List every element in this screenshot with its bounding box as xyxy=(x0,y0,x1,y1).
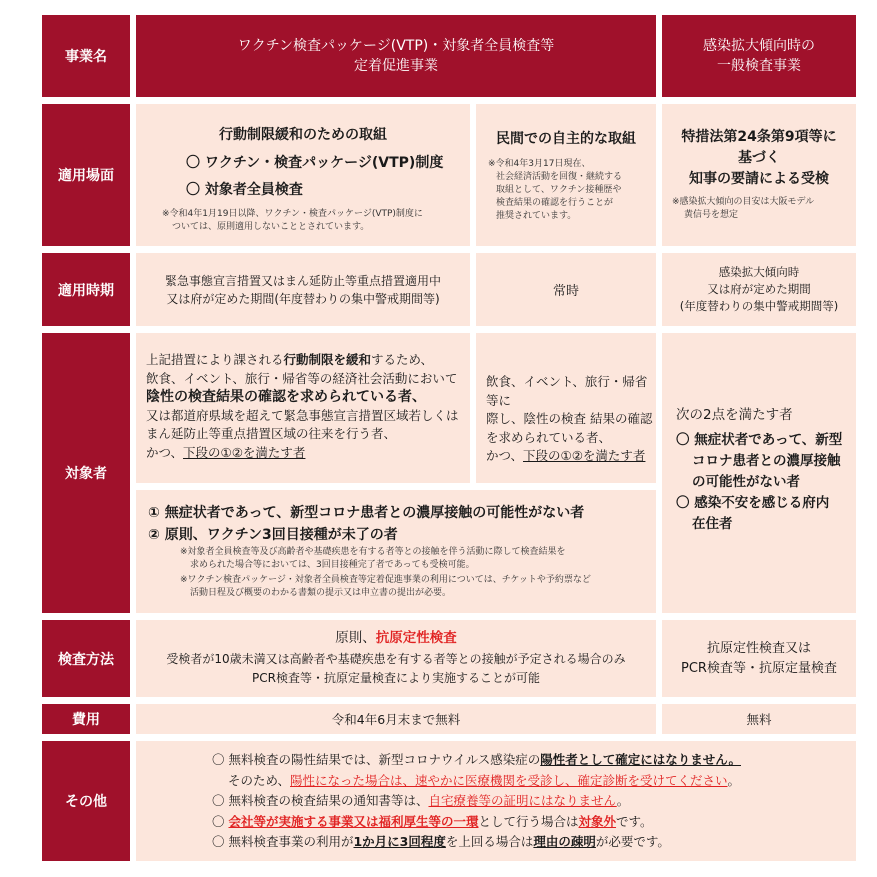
header-general-line1: 感染拡大傾向時の xyxy=(703,38,815,54)
row-label-other: その他 xyxy=(42,741,130,861)
method-vtp-line2: 受検者が10歳未満又は高齢者や基礎疾患を有する者等との接触が予定される場合のみ xyxy=(166,652,626,666)
applicable-vtp-item1: 〇 ワクチン・検査パッケージ(VTP)制度 xyxy=(186,155,444,171)
target-conditions-cell xyxy=(136,490,656,613)
row-label-target: 対象者 xyxy=(42,333,130,613)
target-condition2: ② 原則、ワクチン3回目接種が未了の者 xyxy=(148,527,398,543)
target-private-line3: を求められている者、 xyxy=(486,429,612,445)
other-note-line2: そのため、陽性になった場合は、速やかに医療機関を受診し、確定診断を受けてください。 xyxy=(228,772,741,788)
target-vtp-line5: まん延防止等重点措置区域の往来を行う者、 xyxy=(146,426,397,441)
other-note-line1: 〇 無料検査の陽性結果では、新型コロナウイルス感染症の陽性者として確定にはなりません。 xyxy=(212,752,741,767)
applicable-general-cell xyxy=(662,104,856,246)
target-condition-note3: ※ワクチン検査パッケージ・対象者全員検査等定着促進事業の利用については、チケットや予約票など xyxy=(180,575,591,585)
target-general-cell xyxy=(662,333,856,613)
cost-vtp-text: 令和4年6月末まで無料 xyxy=(331,712,461,727)
row-label-period: 適用時期 xyxy=(42,253,130,326)
other-note-line5: 〇 無料検査事業の利用が1か月に3回程度を上回る場合は理由の疎明が必要です。 xyxy=(212,834,670,849)
period-general-line1: 感染拡大傾向時 xyxy=(718,265,800,279)
target-private-line1: 飲食、イベント、旅行・帰省等に xyxy=(486,374,648,408)
target-vtp-line4: 又は都道府県域を超えて緊急事態宣言措置区域若しくは xyxy=(146,407,459,423)
target-private-line2: 際し、陰性の検査 結果の確認 xyxy=(486,411,653,426)
target-general-item1-line2: コロナ患者との濃厚接触 xyxy=(692,453,841,469)
target-general-item1-line1: 〇 無症状者であって、新型 xyxy=(676,432,843,448)
target-vtp-cell xyxy=(136,333,470,483)
target-condition-note1: ※対象者全員検査等及び高齢者や基礎疾患を有する者等との接触を伴う活動に際して検査結果を xyxy=(180,547,566,557)
applicable-private-cell xyxy=(476,104,656,246)
cost-vtp-cell xyxy=(136,704,656,734)
method-general-cell xyxy=(662,620,856,697)
period-general-cell xyxy=(662,253,856,326)
target-general-item1-line3: の可能性がない者 xyxy=(692,474,800,490)
header-vtp-line2: 定着促進事業 xyxy=(354,58,438,74)
row-label-applicable: 適用場面 xyxy=(42,104,130,246)
applicable-private-note2: 社会経済活動を回復・継続する xyxy=(496,172,623,182)
period-private-text: 常時 xyxy=(552,284,579,299)
row-label-cost: 費用 xyxy=(42,704,130,734)
method-vtp-line1: 原則、抗原定性検査 xyxy=(335,630,457,646)
applicable-private-note3: 取組として、ワクチン接種歴や xyxy=(496,185,622,195)
method-vtp-line3: PCR検査等・抗原定量検査により実施することが可能 xyxy=(252,671,540,685)
applicable-vtp-note1: ※令和4年1月19日以降、ワクチン・検査パッケージ(VTP)制度に xyxy=(162,209,423,219)
target-general-item2-line1: 〇 感染不安を感じる府内 xyxy=(676,495,830,511)
cost-general-text: 無料 xyxy=(746,712,772,727)
period-private-cell xyxy=(476,253,656,326)
target-private-line4: かつ、下段の①②を満たす者 xyxy=(486,448,646,463)
applicable-private-note1: ※令和4年3月17日現在、 xyxy=(488,159,591,169)
target-vtp-line2: 飲食、イベント、旅行・帰省等の経済社会活動において xyxy=(146,370,458,386)
period-vtp-line1: 緊急事態宣言措置又はまん延防止等重点措置適用中 xyxy=(164,273,441,288)
applicable-private-title: 民間での自主的な取組 xyxy=(496,131,636,147)
target-private-cell xyxy=(476,333,656,483)
applicable-general-note2: 黄信号を想定 xyxy=(684,210,739,220)
applicable-general-line3: 知事の要請による受検 xyxy=(689,171,829,187)
header-general-project xyxy=(662,15,856,97)
applicable-general-line2: 基づく xyxy=(738,150,780,166)
other-note-line4: 〇 会社等が実施する事業又は福利厚生等の一環として行う場合は対象外です。 xyxy=(212,813,653,829)
applicable-vtp-item2: 〇 対象者全員検査 xyxy=(186,182,303,198)
target-general-head: 次の2点を満たす者 xyxy=(676,407,793,423)
applicable-vtp-note2: ついては、原則適用しないこととされています。 xyxy=(172,222,370,232)
applicable-vtp-cell xyxy=(136,104,470,246)
header-vtp-line1: ワクチン検査パッケージ(VTP)・対象者全員検査等 xyxy=(237,38,555,54)
other-note-line3: 〇 無料検査の検査結果の通知書等は、自宅療養等の証明にはなりません。 xyxy=(212,793,630,808)
applicable-general-line1: 特措法第24条第9項等に xyxy=(681,129,837,145)
method-vtp-cell xyxy=(136,620,656,697)
target-general-item2-line2: 在住者 xyxy=(692,516,733,532)
cost-general-cell xyxy=(662,704,856,734)
period-general-line2: 又は府が定めた期間 xyxy=(707,282,811,296)
applicable-general-note1: ※感染拡大傾向の目安は大阪モデル xyxy=(672,197,815,207)
other-notes-cell xyxy=(136,741,856,861)
period-vtp-cell xyxy=(136,253,470,326)
target-vtp-line6: かつ、下段の①②を満たす者 xyxy=(146,444,306,460)
method-general-line2: PCR検査等・抗原定量検査 xyxy=(681,660,837,676)
applicable-private-note5: 推奨されています。 xyxy=(496,211,577,221)
header-label: 事業名 xyxy=(42,15,130,97)
header-general-line2: 一般検査事業 xyxy=(717,58,801,74)
row-label-method: 検査方法 xyxy=(42,620,130,697)
header-vtp-project xyxy=(136,15,656,97)
period-general-line3: (年度替わりの集中警戒期間等) xyxy=(679,299,839,313)
applicable-vtp-title: 行動制限緩和のための取組 xyxy=(219,127,387,143)
target-condition1: ① 無症状者であって、新型コロナ患者との濃厚接触の可能性がない者 xyxy=(148,505,585,521)
target-vtp-line1: 上記措置により課される行動制限を緩和するため、 xyxy=(146,352,434,367)
period-vtp-line2: 又は府が定めた期間(年度替わりの集中警戒期間等) xyxy=(166,291,440,306)
applicable-private-note4: 検査結果の確認を行うことが xyxy=(496,198,614,208)
target-vtp-line3: 陰性の検査結果の確認を求められている者、 xyxy=(146,389,426,405)
method-general-line1: 抗原定性検査又は xyxy=(706,640,811,656)
target-condition-note4: 活動日程及び概要のわかる書類の提示又は申立書の提出が必要。 xyxy=(190,588,452,598)
target-condition-note2: 求められた場合等においては、3回目接種完了者であっても受検可能。 xyxy=(190,560,475,570)
